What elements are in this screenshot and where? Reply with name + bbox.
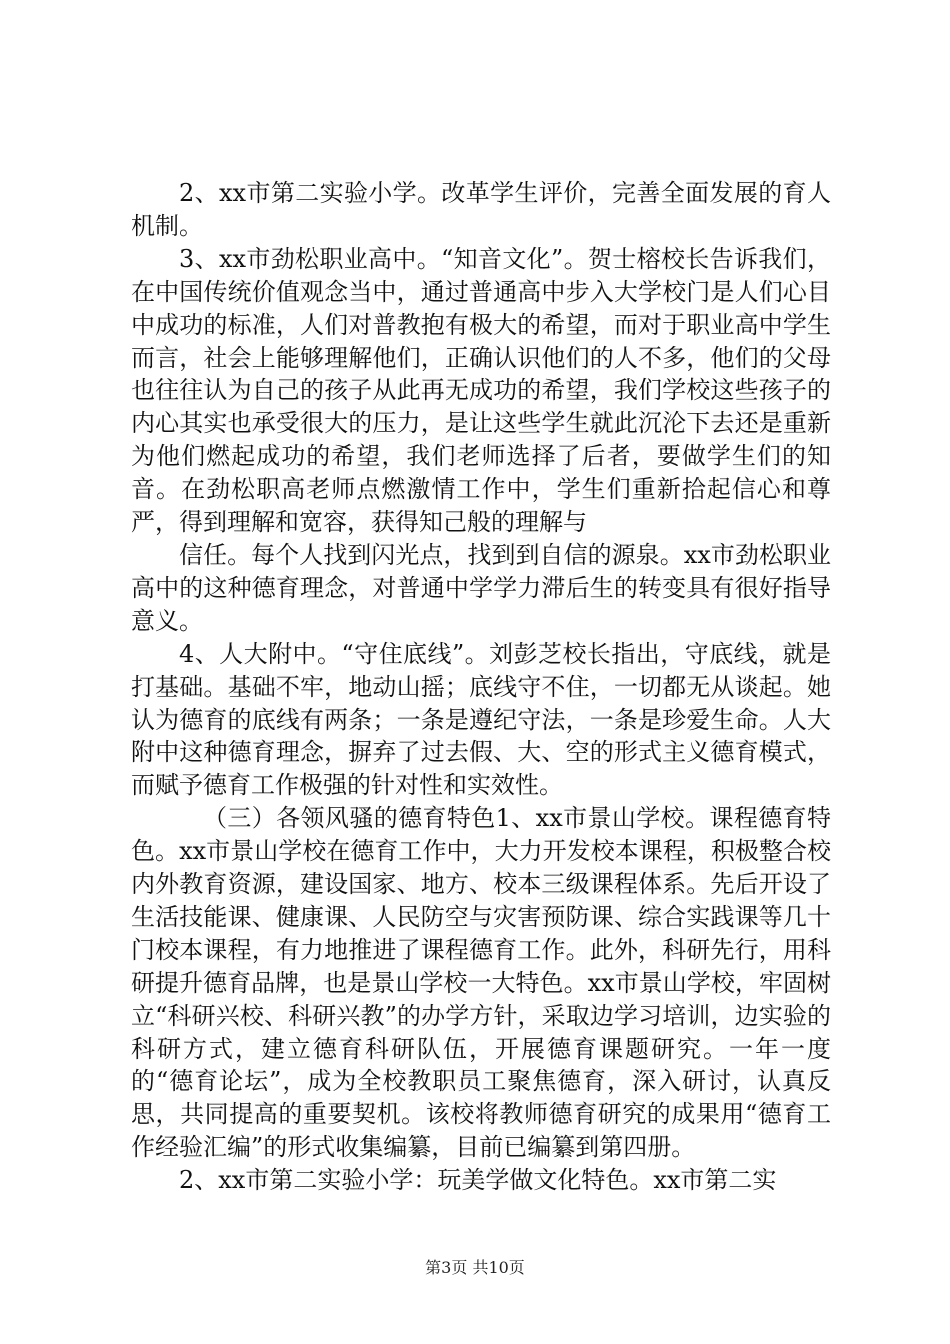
paragraph-2: 3、xx市劲松职业高中。“知音文化”。贺士榕校长告诉我们，在中国传统价值观念当中，通过普通高中步入大学校门是人们心目中成功的标准，人们对普教抱有极大的希望，而对于职业高中学生而言，社会上能够理解他们，正确认识他们的人不多，他们的父母也往往认为自己的孩子从此再无成功的希望，我们学校这些孩子的内心其实也承受很大的压力，是让这些学生就此沉沦下去还是重新为他们燃起成功的希望，我们老师选择了后者，要做学生们的知音。在劲松职高老师点燃激情工作中，学生们重新拾起信心和尊严，得到理解和宽容，获得知己般的理解与 — [131, 244, 831, 537]
paragraph-1: 2、xx市第二实验小学。改革学生评价，完善全面发展的育人机制。 — [131, 179, 831, 240]
paragraph-3: 信任。每个人找到闪光点，找到到自信的源泉。xx市劲松职业高中的这种德育理念，对普通中学学力滞后生的转变具有很好指导意义。 — [131, 540, 831, 635]
paragraph-6: 2、xx市第二实验小学：玩美学做文化特色。xx市第二实 — [179, 1166, 777, 1195]
paragraph-4: 4、人大附中。“守住底线”。刘彭芝校长指出，守底线，就是打基础。基础不牢，地动山摇；底线守不住，一切都无从谈起。她认为德育的底线有两条；一条是遵纪守法，一条是珍爱生命。人大附中这种德育理念，摒弃了过去假、大、空的形式主义德育模式，而赋予德育工作极强的针对性和实效性。 — [131, 639, 831, 800]
paragraph-5: （三）各领风骚的德育特色1、xx市景山学校。课程德育特色。xx市景山学校在德育工作中，大力开发校本课程，积极整合校内外教育资源，建设国家、地方、校本三级课程体系。先后开设了生活技能课、健康课、人民防空与灾害预防课、综合实践课等几十门校本课程，有力地推进了课程德育工作。此外，科研先行，用科研提升德育品牌，也是景山学校一大特色。xx市景山学校，牢固树立“科研兴校、科研兴教”的办学方针，采取边学习培训，边实验的科研方式，建立德育科研队伍，开展德育课题研究。一年一度的“德育论坛”，成为全校教职员工聚焦德育，深入研讨，认真反思，共同提高的重要契机。该校将教师德育研究的成果用“德育工作经验汇编”的形式收集编纂，目前已编纂到第四册。 — [131, 804, 831, 1162]
page-footer: 第3页 共10页 — [425, 1258, 525, 1277]
document-body — [131, 177, 831, 1197]
